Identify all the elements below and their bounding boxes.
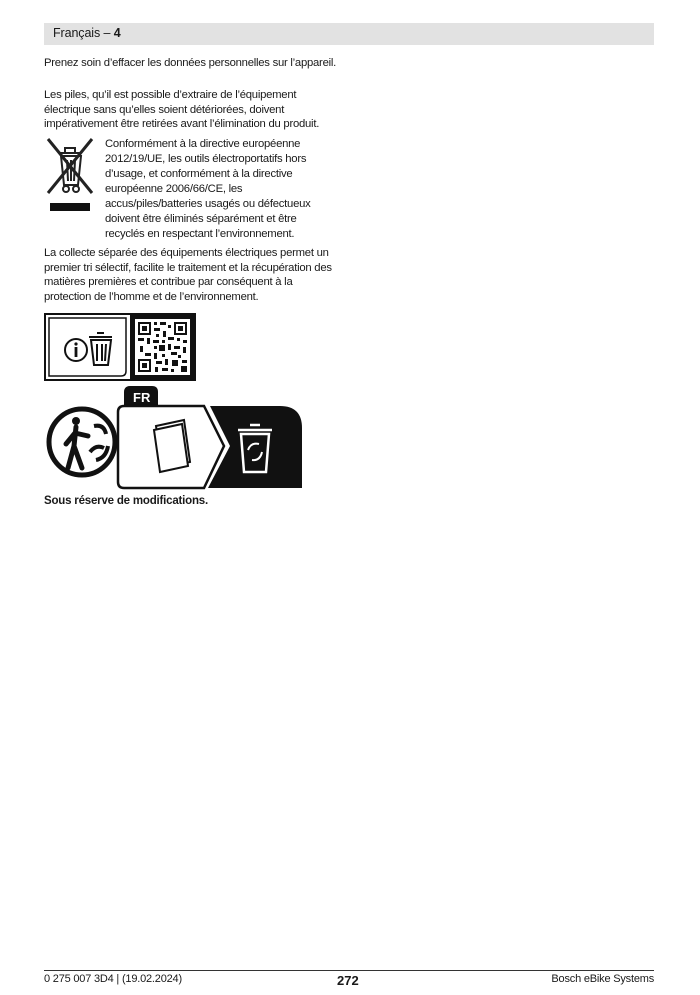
triman-country-label: FR <box>133 390 151 405</box>
paragraph-personal-data: Prenez soin d’effacer les données personnelles sur l’appareil. <box>44 57 337 69</box>
paragraph-batteries: Les piles, qu’il est possible d’extraire de l’équipement électrique sans qu’elles soient détériorées, doivent impérativement être retirées avant l’élimination du produit. <box>44 89 320 131</box>
paper-icon <box>154 420 190 472</box>
footer-doc-ref: 0 275 007 3D4 | (19.02.2024) <box>44 973 182 985</box>
header-title <box>53 26 121 40</box>
header-section: Français – <box>53 26 111 40</box>
paragraph-weee: Conformément à la directive européenne 2012/19/UE, les outils électroportatifs hors d’usage, et conformément à la directive européenne 2006/66/CE, les accus/piles/batteries usagés ou défectueux doivent être éliminés séparément et être recyclés en respectant l’environnement. <box>105 138 311 240</box>
triman-sorting-logo <box>44 386 306 492</box>
header-bar <box>44 23 654 45</box>
qr-code <box>135 319 190 375</box>
reserve-notice: Sous réserve de modifications. <box>44 495 209 507</box>
footer-divider <box>44 970 654 971</box>
footer-page-number: 272 <box>337 973 359 988</box>
crossed-out-bin-icon <box>44 137 96 215</box>
paragraph-collection: La collecte séparée des équipements électriques permet un premier tri sélectif, facilite le traitement et la récupération des matières premières et contribue par conséquent à la protection de l’homme et de l’environnement. <box>44 247 332 303</box>
header-page: 4 <box>113 26 121 40</box>
footer-brand: Bosch eBike Systems <box>551 973 654 985</box>
triman-logo-icon <box>49 409 115 475</box>
triman-info-box <box>44 313 196 381</box>
